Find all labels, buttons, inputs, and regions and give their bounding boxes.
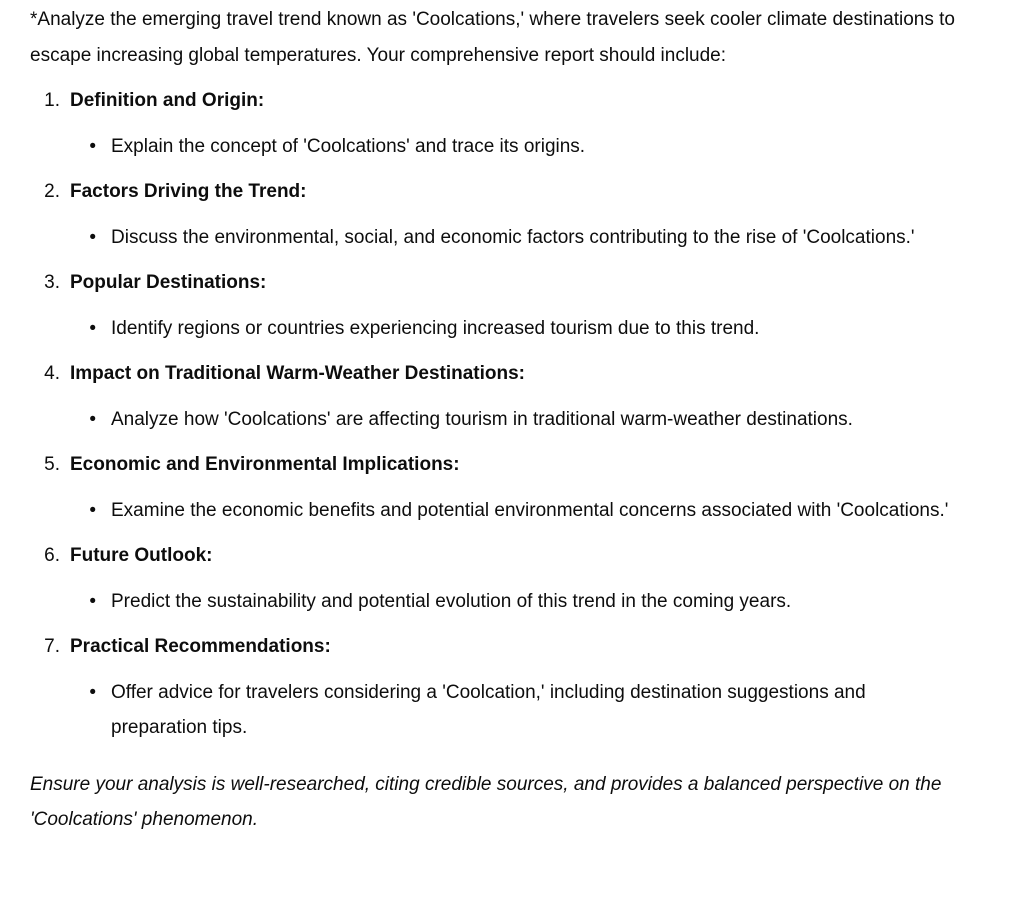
closing-paragraph: Ensure your analysis is well-researched, citing credible sources, and provides a balanced perspective on the 'Coolcations' phenomenon. [30,773,942,830]
section-title: Economic and Environmental Implications: [70,454,460,475]
section-heading [30,83,990,119]
bullet-icon: • [89,681,96,703]
bullet-text: Examine the economic benefits and potential environmental concerns associated with 'Coolcations.' [111,499,949,521]
bullet-text: Discuss the environmental, social, and economic factors contributing to the rise of 'Coolcations.' [111,226,915,248]
bullet-icon: • [89,317,96,339]
section-heading [30,356,990,392]
section-title: Definition and Origin: [70,90,265,111]
bullet-text: Explain the concept of 'Coolcations' and trace its origins. [111,135,586,157]
bullet-list [30,220,990,256]
bullet-item [30,220,990,256]
bullet-item [30,493,990,529]
section-number: 3. [44,272,60,293]
section-number: 1. [44,90,60,111]
section-item [30,447,990,528]
document-body [30,2,990,838]
section-item [30,174,990,255]
section-number: 4. [44,363,60,384]
bullet-text: Identify regions or countries experiencing increased tourism due to this trend. [111,317,760,339]
section-title: Impact on Traditional Warm-Weather Destinations: [70,363,526,384]
bullet-list [30,493,990,529]
section-number: 7. [44,636,60,657]
bullet-item [30,675,990,746]
bullet-list [30,311,990,347]
bullet-list [30,402,990,438]
section-number: 6. [44,545,60,566]
bullet-list [30,675,990,746]
bullet-item [30,311,990,347]
bullet-icon: • [89,499,96,521]
bullet-list [30,584,990,620]
section-item [30,83,990,164]
bullet-list [30,129,990,165]
bullet-text: Analyze how 'Coolcations' are affecting tourism in traditional warm-weather destinations. [111,408,853,430]
intro-paragraph: *Analyze the emerging travel trend known as 'Coolcations,' where travelers seek cooler climate destinations to escape increasing global temperatures. Your comprehensive report should include: [30,9,955,66]
section-list [30,83,990,746]
bullet-text: Offer advice for travelers considering a 'Coolcation,' including destination suggestions and preparation tips. [111,681,866,738]
section-item [30,538,990,619]
section-title: Popular Destinations: [70,272,267,293]
section-heading [30,538,990,574]
bullet-item [30,402,990,438]
bullet-icon: • [89,226,96,248]
bullet-icon: • [89,408,96,430]
section-title: Future Outlook: [70,545,213,566]
bullet-icon: • [89,590,96,612]
section-number: 5. [44,454,60,475]
section-heading [30,174,990,210]
section-heading [30,265,990,301]
section-item [30,629,990,746]
section-heading [30,447,990,483]
bullet-icon: • [89,135,96,157]
section-title: Factors Driving the Trend: [70,181,307,202]
bullet-text: Predict the sustainability and potential evolution of this trend in the coming years. [111,590,792,612]
bullet-item [30,584,990,620]
section-heading [30,629,990,665]
bullet-item [30,129,990,165]
section-title: Practical Recommendations: [70,636,331,657]
section-item [30,356,990,437]
section-item [30,265,990,346]
section-number: 2. [44,181,60,202]
